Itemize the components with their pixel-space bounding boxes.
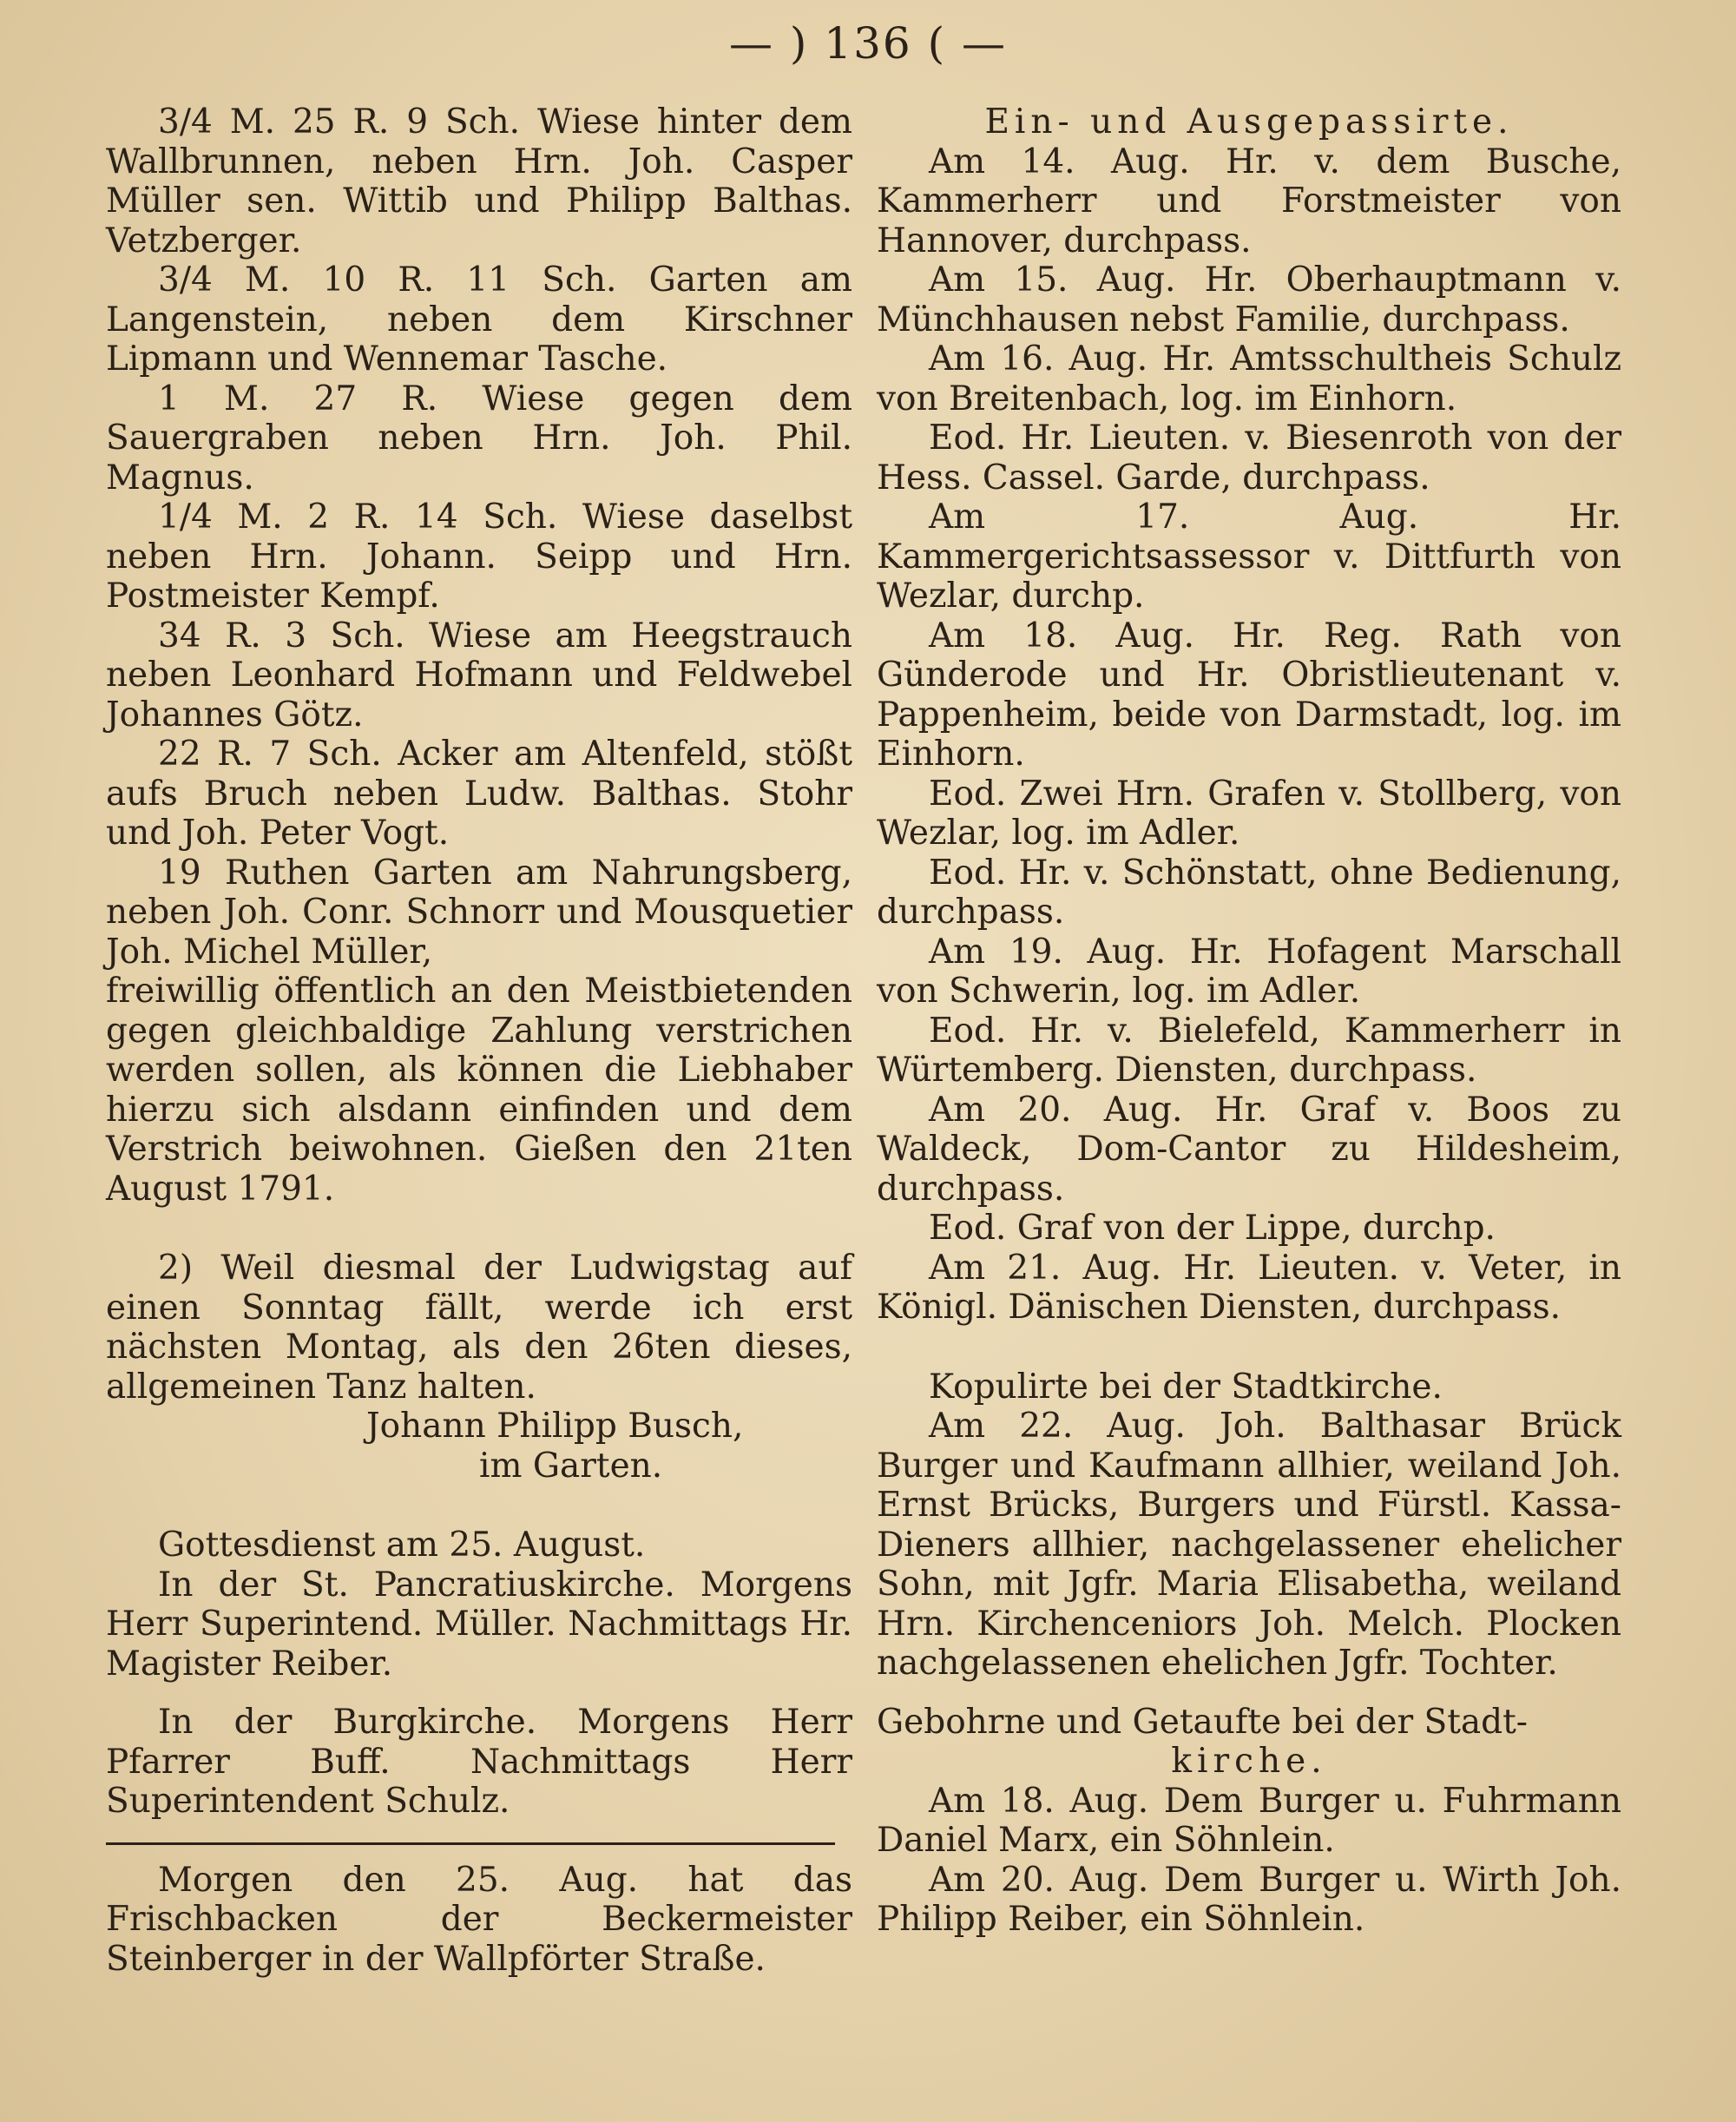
section-divider: [106, 1842, 835, 1845]
right-column: [877, 102, 1621, 1940]
service-pancratius: In der St. Pancratiuskirche. Morgens Herr Superintend. Müller. Nachmittags Hr. Magister Reiber.: [106, 1565, 852, 1684]
travel-entry: Eod. Hr. Lieuten. v. Biesenroth von der Hess. Cassel. Garde, durchpass.: [877, 418, 1621, 498]
travel-entry: Eod. Hr. v. Schönstatt, ohne Bedienung, durchpass.: [877, 853, 1621, 932]
sale-item: 1/4 M. 2 R. 14 Sch. Wiese daselbst neben Hrn. Johann. Seipp und Hrn. Postmeister Kempf.: [106, 498, 852, 616]
signature-place: im Garten.: [479, 1446, 663, 1486]
travel-entry: Am 21. Aug. Hr. Lieuten. v. Veter, in Königl. Dänischen Diensten, durchpass.: [877, 1248, 1621, 1327]
travel-heading: Ein- und Ausgepassirte.: [984, 102, 1514, 142]
travel-entry: Eod. Hr. v. Bielefeld, Kammerherr in Würtemberg. Diensten, durchpass.: [877, 1011, 1621, 1090]
bakery-notice: Morgen den 25. Aug. hat das Frischbacken der Beckermeister Steinberger in der Wallpförter Straße.: [106, 1860, 852, 1979]
sale-item: 19 Ruthen Garten am Nahrungsberg, neben Joh. Conr. Schnorr und Mousquetier Joh. Michel Müller,: [106, 853, 852, 972]
married-heading: Kopulirte bei der Stadtkirche.: [929, 1367, 1443, 1407]
sale-item: 3/4 M. 10 R. 11 Sch. Garten am Langenstein, neben dem Kirschner Lipmann und Wennemar Tasche.: [106, 260, 852, 379]
birth-entry: Am 20. Aug. Dem Burger u. Wirth Joh. Philipp Reiber, ein Söhnlein.: [877, 1860, 1621, 1939]
service-burg: In der Burgkirche. Morgens Herr Pfarrer Buff. Nachmittags Herr Superintendent Schulz.: [106, 1703, 852, 1821]
sale-item: 3/4 M. 25 R. 9 Sch. Wiese hinter dem Wallbrunnen, neben Hrn. Joh. Casper Müller sen. Wittib und Philipp Balthas. Vetzberger.: [106, 102, 852, 260]
travel-entry: Am 17. Aug. Hr. Kammergerichtsassessor v. Dittfurth von Wezlar, durchp.: [877, 498, 1621, 616]
sale-item: 1 M. 27 R. Wiese gegen dem Sauergraben neben Hrn. Joh. Phil. Magnus.: [106, 379, 852, 498]
travel-entry: Am 19. Aug. Hr. Hofagent Marschall von Schwerin, log. im Adler.: [877, 932, 1621, 1011]
births-heading-cont: kirche.: [1171, 1742, 1327, 1781]
dance-notice: 2) Weil diesmal der Ludwigstag auf einen Sonntag fällt, werde ich erst nächsten Montag, als den 26ten dieses, allgemeinen Tanz halten.: [106, 1249, 852, 1407]
sale-item: 34 R. 3 Sch. Wiese am Heegstrauch neben Leonhard Hofmann und Feldwebel Johannes Götz.: [106, 616, 852, 735]
page-number: — ) 136 ( —: [728, 18, 1008, 69]
travel-entry: Eod. Graf von der Lippe, durchp.: [929, 1209, 1496, 1248]
sale-closing: freiwillig öffentlich an den Meistbietenden gegen gleichbaldige Zahlung verstrichen werden sollen, als können die Liebhaber hierzu sich alsdann einfinden und dem Verstrich beiwohnen. Gießen den 21ten August 1791.: [106, 972, 852, 1209]
married-entry: Am 22. Aug. Joh. Balthasar Brück Burger und Kaufmann allhier, weiland Joh. Ernst Brücks, Burgers und Fürstl. Kassa-Dieners allhier, nachgelassener ehelicher Sohn, mit Jgfr. Maria Elisabetha, weiland Hrn. Kirchenсeniors Joh. Melch. Plocken nachgelassenen ehelichen Jgfr. Tochter.: [877, 1407, 1621, 1683]
travel-entry: Eod. Zwei Hrn. Grafen v. Stollberg, von Wezlar, log. im Adler.: [877, 774, 1621, 853]
left-column: [106, 102, 852, 1979]
signature-name: Johann Philipp Busch,: [366, 1407, 744, 1446]
travel-entry: Am 16. Aug. Hr. Amtsschultheis Schulz von Breitenbach, log. im Einhorn.: [877, 339, 1621, 418]
birth-entry: Am 18. Aug. Dem Burger u. Fuhrmann Daniel Marx, ein Söhnlein.: [877, 1781, 1621, 1860]
service-heading: Gottesdienst am 25. August.: [158, 1526, 646, 1565]
births-heading: Gebohrne und Getaufte bei der Stadt-: [877, 1702, 1528, 1742]
travel-entry: Am 20. Aug. Hr. Graf v. Boos zu Waldeck, Dom-Cantor zu Hildesheim, durchpass.: [877, 1090, 1621, 1209]
sale-item: 22 R. 7 Sch. Acker am Altenfeld, stößt aufs Bruch neben Ludw. Balthas. Stohr und Joh. Peter Vogt.: [106, 735, 852, 853]
travel-entry: Am 15. Aug. Hr. Oberhauptmann v. Münchhausen nebst Familie, durchpass.: [877, 260, 1621, 339]
travel-entry: Am 14. Aug. Hr. v. dem Busche, Kammerherr und Forstmeister von Hannover, durchpass.: [877, 142, 1621, 260]
travel-entry: Am 18. Aug. Hr. Reg. Rath von Günderode und Hr. Obristlieutenant v. Pappenheim, beide von Darmstadt, log. im Einhorn.: [877, 616, 1621, 774]
